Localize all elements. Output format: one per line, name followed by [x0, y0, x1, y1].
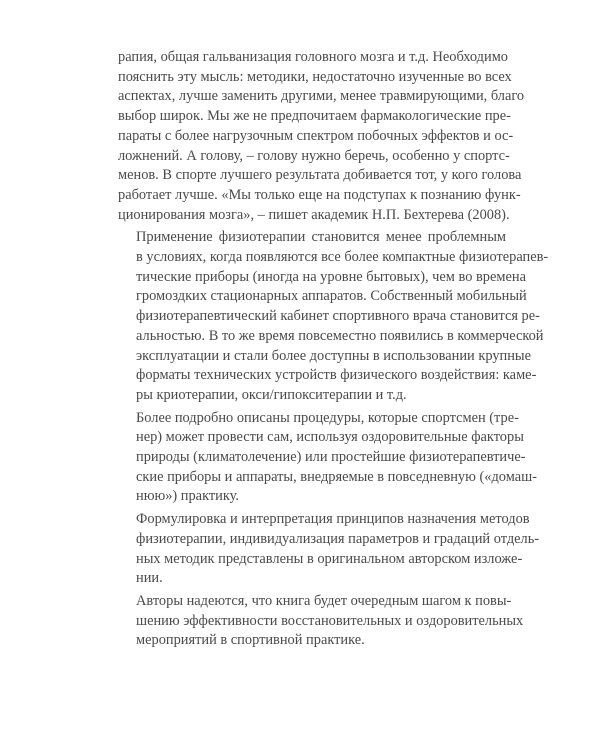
text-line: пояснить эту мысль: методики, недостаточно изученные во всех [118, 68, 512, 85]
text-line: альностью. В то же время повсеместно появились в коммерческой [136, 327, 544, 344]
paragraph [118, 510, 540, 589]
text-line: работает лучше. «Мы только еще на подступах к познанию функ- [118, 186, 521, 203]
text-line: в условиях, когда появляются все более компактные физиотерапев- [136, 249, 549, 266]
text-line: выбор широк. Мы же не предпочитаем фармакологические пре- [118, 108, 511, 125]
text-line: шению эффективности восстановительных и оздоровительных [136, 612, 524, 629]
paragraph [118, 592, 524, 651]
text-line: Авторы надеются, что книга будет очередным шагом к повы- [136, 592, 512, 609]
text-line: менов. В спорте лучшего результата добивается тот, у кого голова [118, 167, 522, 184]
text-line: рапия, общая гальванизация головного мозга и т.д. Необходимо [118, 49, 509, 65]
paragraph [118, 409, 537, 508]
text-line: физиотерапии, индивидуализация параметров и градаций отдель- [136, 530, 540, 547]
text-line: Более подробно описаны процедуры, которые спортсмен (тре- [136, 409, 519, 426]
paragraph [118, 48, 525, 225]
text-line: природы (климатолечение) или простейшие физиотерапевтиче- [136, 449, 526, 466]
text-line: ционирования мозга», – пишет академик Н.П. Бехтерева (2008). [118, 206, 510, 223]
text-line: форматы технических устройств физического воздействия: каме- [136, 367, 537, 384]
text-line: нер) может провести сам, используя оздоровительные факторы [136, 429, 524, 446]
text-line: Применение физиотерапии становится менее проблемным [136, 229, 506, 246]
text-line: ных методик представлены в оригинальном авторском изложе- [136, 550, 523, 567]
text-line: нии. [136, 570, 163, 587]
text-line: нюю») практику. [136, 488, 240, 505]
body-text [118, 48, 549, 654]
text-line: ложнений. А голову, – голову нужно беречь, особенно у спортс- [118, 147, 510, 164]
paragraph [118, 228, 549, 405]
text-line: аспектах, лучше заменить другими, менее травмирующими, благо [118, 88, 525, 105]
text-line: параты с более нагрузочным спектром побочных эффектов и ос- [118, 127, 514, 144]
text-line: громоздких стационарных аппаратов. Собственный мобильный [136, 288, 527, 305]
text-line: физиотерапевтический кабинет спортивного врача становится ре- [136, 308, 540, 325]
text-line: мероприятий в спортивной практике. [136, 632, 365, 649]
text-line: Формулировка и интерпретация принципов назначения методов [136, 511, 530, 528]
text-line: ские приборы и аппараты, внедряемые в повседневную («домаш- [136, 468, 537, 485]
text-line: эксплуатации и стали более доступны в использовании крупные [136, 347, 531, 364]
text-line: ры криотерапии, окси/гипокситерапии и т.д. [136, 386, 407, 403]
text-line: тические приборы (иногда на уровне бытовых), чем во времена [136, 268, 526, 285]
